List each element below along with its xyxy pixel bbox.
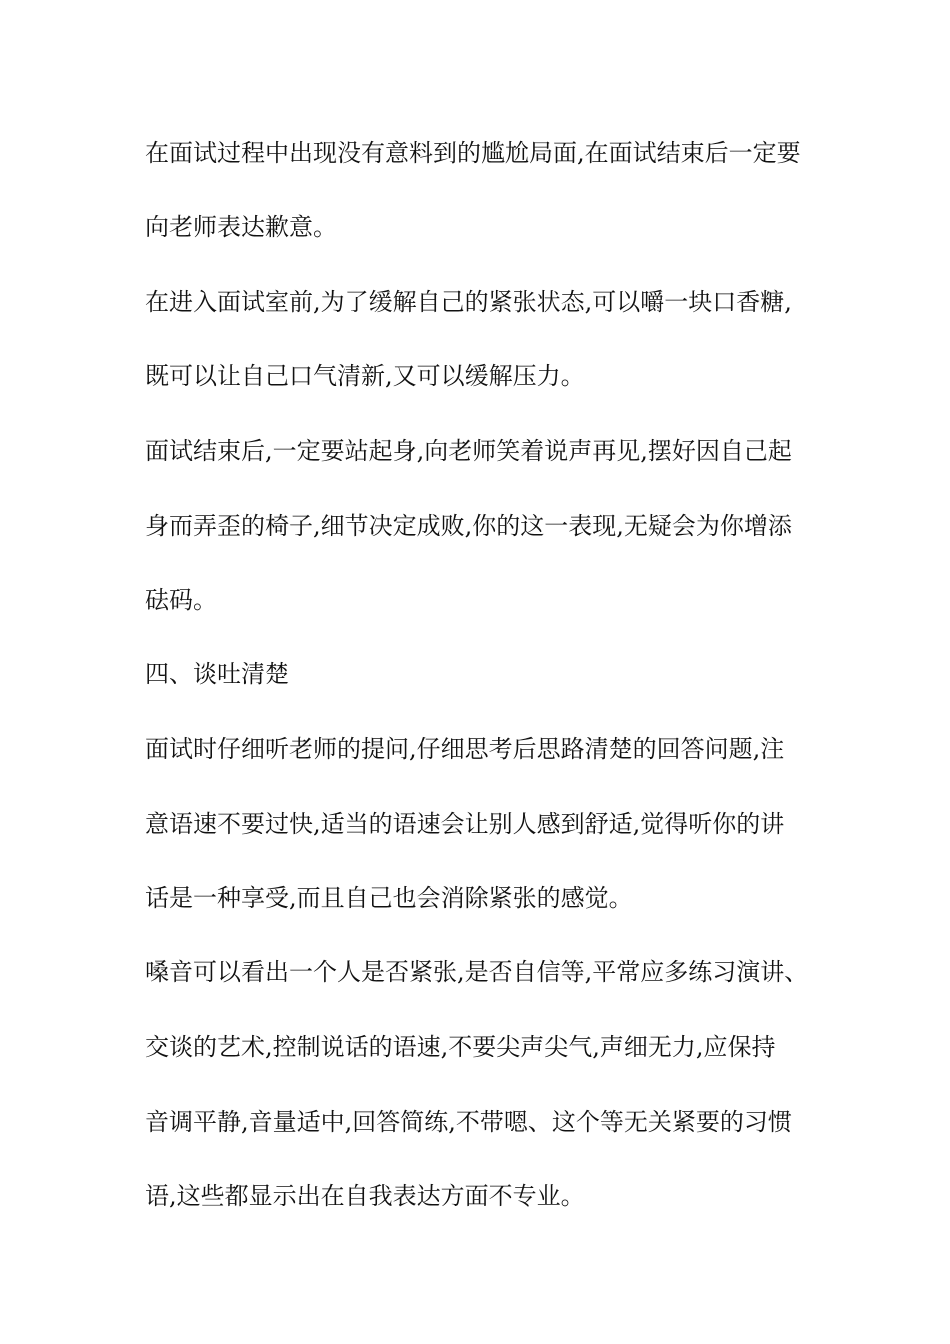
text-line: 音调平静,音量适中,回答简练,不带嗯、这个等无关紧要的习惯 — [145, 1108, 792, 1136]
text-line: 话是一种享受,而且自己也会消除紧张的感觉。 — [145, 884, 633, 912]
text-line: 嗓音可以看出一个人是否紧张,是否自信等,平常应多练习演讲、 — [145, 958, 809, 986]
text-line: 交谈的艺术,控制说话的语速,不要尖声尖气,声细无力,应保持 — [145, 1033, 776, 1061]
section-heading: 四、谈吐清楚 — [145, 660, 289, 688]
text-line: 意语速不要过快,适当的语速会让别人感到舒适,觉得听你的讲 — [145, 810, 785, 838]
text-line: 身而弄歪的椅子,细节决定成败,你的这一表现,无疑会为你增添 — [145, 512, 792, 540]
text-line: 面试时仔细听老师的提问,仔细思考后思路清楚的回答问题,注 — [145, 735, 785, 763]
text-line: 语,这些都显示出在自我表达方面不专业。 — [145, 1182, 585, 1210]
text-line: 在面试过程中出现没有意料到的尴尬局面,在面试结束后一定要 — [145, 139, 801, 167]
text-line: 面试结束后,一定要站起身,向老师笑着说声再见,摆好因自己起 — [145, 437, 792, 465]
text-line: 在进入面试室前,为了缓解自己的紧张状态,可以嚼一块口香糖, — [145, 288, 792, 316]
text-line: 既可以让自己口气清新,又可以缓解压力。 — [145, 362, 585, 390]
text-line: 向老师表达歉意。 — [145, 213, 337, 241]
text-line: 砝码。 — [145, 586, 217, 614]
